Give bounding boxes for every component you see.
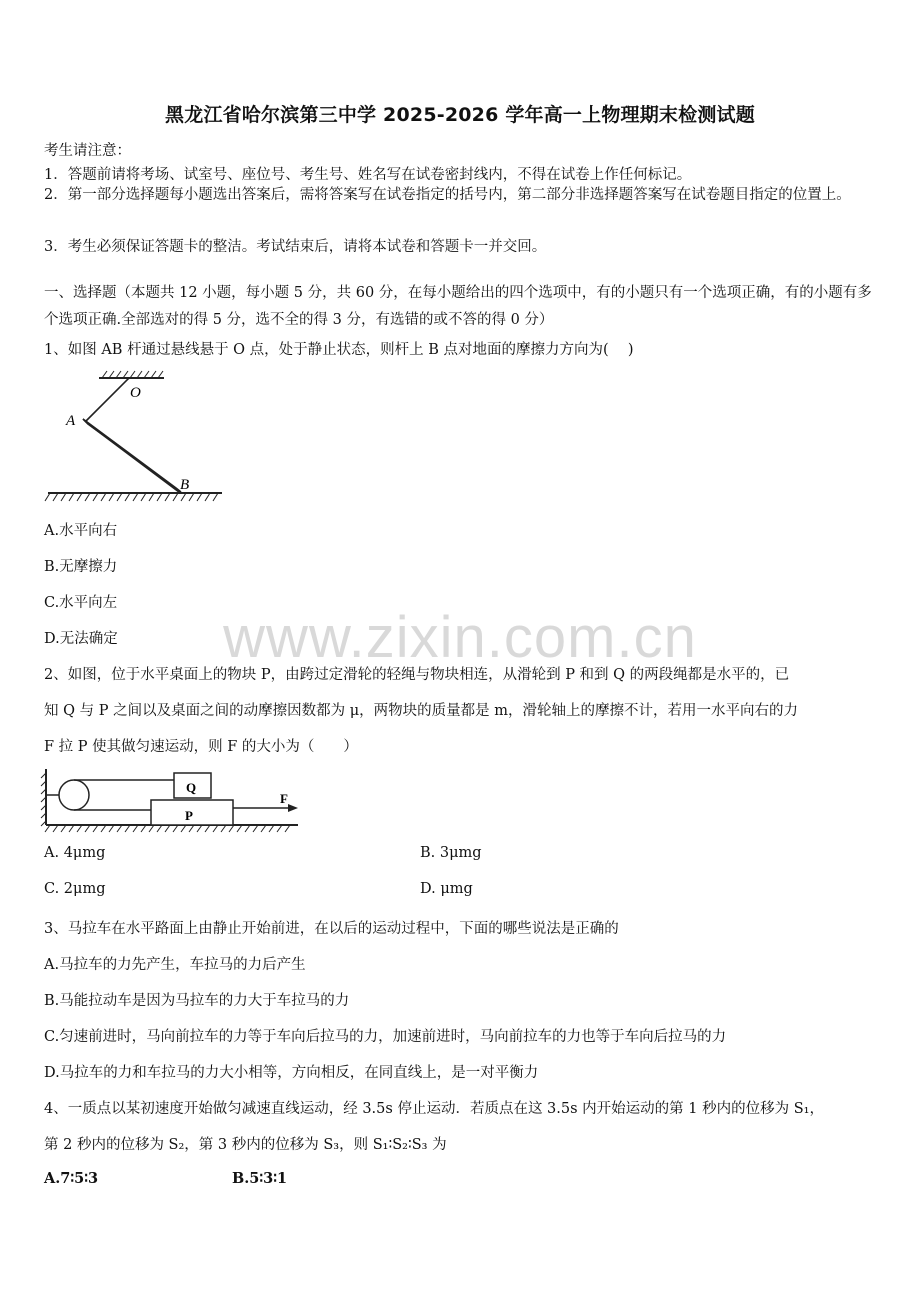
label-b: B [180, 477, 190, 493]
q3-option-a[interactable]: A.马拉车的力先产生，车拉马的力后产生 [44, 957, 306, 973]
question-1-stem: 1、如图 AB 杆通过悬线悬于 O 点，处于静止状态，则杆上 B 点对地面的摩擦力方向为( ) [44, 342, 634, 358]
question-3-stem: 3、马拉车在水平路面上由静止开始前进，在以后的运动过程中，下面的哪些说法是正确的 [44, 921, 619, 937]
q2-option-a[interactable]: A. 4μmg [44, 845, 106, 861]
q4-option-a[interactable]: A.7∶5∶3 [44, 1170, 99, 1187]
notice-item: 3．考生必须保证答题卡的整洁。考试结束后，请将本试卷和答题卡一并交回。 [44, 239, 547, 255]
question-2-stem: F 拉 P 使其做匀速运动，则 F 的大小为（ ） [44, 739, 358, 755]
label-o: O [130, 385, 141, 401]
notice-heading: 考生请注意： [44, 143, 131, 159]
section-heading: 一、选择题（本题共 12 小题，每小题 5 分，共 60 分，在每小题给出的四个选项中，有的小题只有一个选项正确，有的小题有多个选项正确.全部选对的得 5 分，选不全的得 3 分，有选错的或不答的得 0 分） [44, 285, 872, 328]
label-q: Q [186, 780, 197, 795]
q2-option-c[interactable]: C. 2μmg [44, 881, 106, 897]
notice-item: 2．第一部分选择题每小题选出答案后，需将答案写在试卷指定的括号内，第二部分非选择题答案写在试卷题目指定的位置上。 [44, 187, 851, 203]
notice-item: 1．答题前请将考场、试室号、座位号、考生号、姓名写在试卷密封线内，不得在试卷上作任何标记。 [44, 167, 692, 183]
q2-option-d[interactable]: D. μmg [420, 881, 473, 897]
watermark: www.zixin.com.cn [223, 605, 697, 670]
q1-option-d[interactable]: D.无法确定 [44, 631, 118, 647]
q1-option-c[interactable]: C.水平向左 [44, 595, 118, 611]
q1-option-a[interactable]: A.水平向右 [44, 523, 118, 539]
q2-pulley-figure [40, 765, 305, 835]
q3-option-b[interactable]: B.马能拉动车是因为马拉车的力大于车拉马的力 [44, 993, 350, 1009]
question-2-stem: 2、如图，位于水平桌面上的物块 P，由跨过定滑轮的轻绳与物块相连，从滑轮到 P 和到 Q 的两段绳都是水平的，已 [44, 667, 790, 683]
q2-option-b[interactable]: B. 3μmg [420, 845, 482, 861]
question-4-stem: 4、一质点以某初速度开始做匀减速直线运动，经 3.5s 停止运动．若质点在这 3.5s 内开始运动的第 1 秒内的位移为 S₁， [44, 1101, 824, 1117]
label-p: P [185, 808, 193, 823]
question-2-stem: 知 Q 与 P 之间以及桌面之间的动摩擦因数都为 μ，两物块的质量都是 m，滑轮轴上的摩擦不计，若用一水平向右的力 [44, 703, 798, 719]
q1-rod-figure [44, 370, 234, 505]
page-title: 黑龙江省哈尔滨第三中学 2025-2026 学年高一上物理期末检测试题 [165, 104, 755, 126]
label-a: A [66, 413, 76, 429]
q4-option-b[interactable]: B.5∶3∶1 [232, 1170, 288, 1187]
question-4-stem: 第 2 秒内的位移为 S₂，第 3 秒内的位移为 S₃，则 S₁∶S₂∶S₃ 为 [44, 1137, 447, 1153]
label-f: F [280, 791, 288, 806]
q3-option-c[interactable]: C.匀速前进时，马向前拉车的力等于车向后拉马的力，加速前进时，马向前拉车的力也等于车向后拉马的力 [44, 1029, 727, 1045]
q1-option-b[interactable]: B.无摩擦力 [44, 559, 118, 575]
q3-option-d[interactable]: D.马拉车的力和车拉马的力大小相等，方向相反，在同直线上，是一对平衡力 [44, 1065, 539, 1081]
